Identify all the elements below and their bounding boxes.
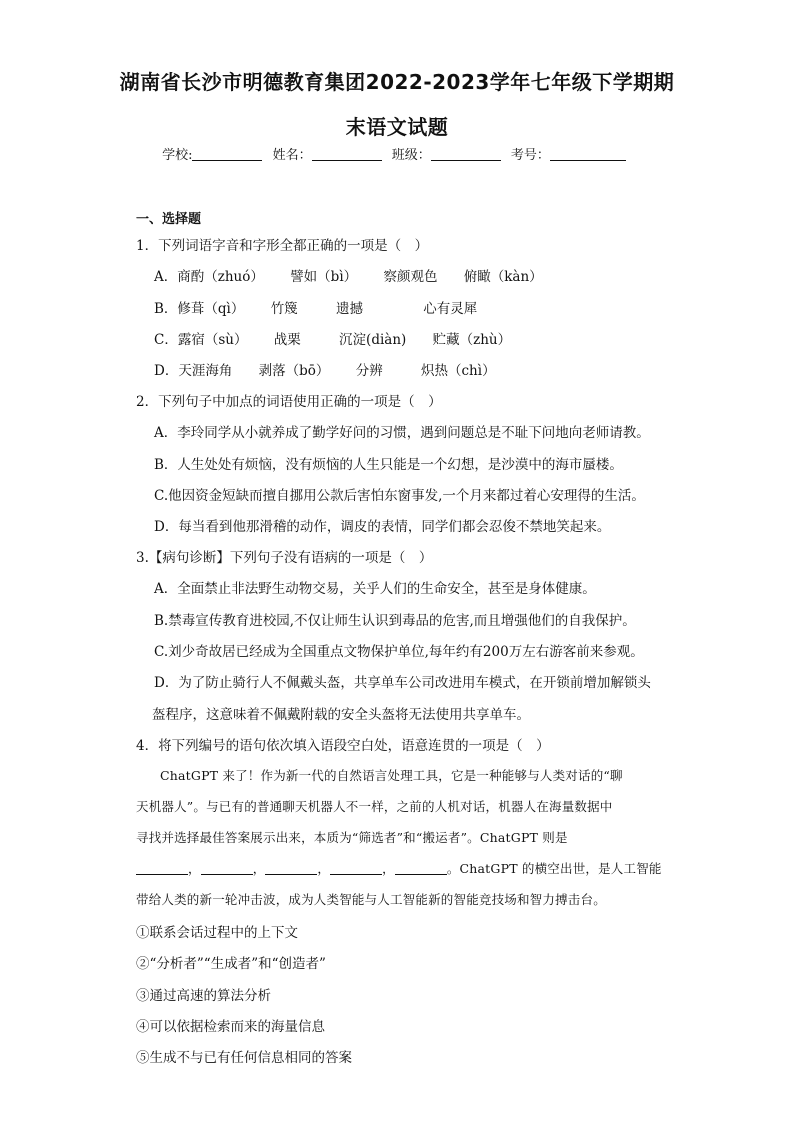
question-1-option-a (154, 265, 543, 285)
separator: ， (188, 861, 201, 876)
school-label: 学校: (162, 148, 193, 163)
question-2-option-c: C.他因资金短缺而擅自挪用公款后害怕东窗事发,一个月来都过着心安理得的生活。 (154, 488, 645, 504)
passage-line: 带给人类的新一轮冲击波，成为人类智能与人工智能新的智能竞技场和智力搏击台。 (136, 892, 606, 907)
question-2-option-d: D．每当看到他那滑稽的动作，调皮的表情，同学们都会忍俊不禁地笑起来。 (154, 519, 611, 535)
fill-blank (395, 862, 447, 875)
question-3-option-d: D．为了防止骑行人不佩戴头盔，共享单车公司改进用车模式，在开锁前增加解锁头 (154, 675, 651, 691)
option-word: 分辨 (355, 363, 383, 379)
question-3-option-d-continued: 盔程序，这意味着不佩戴附载的安全头盔将无法使用共享单车。 (152, 707, 530, 723)
question-2-stem: 2．下列句子中加点的词语使用正确的一项是（ ） (136, 394, 442, 410)
option-word: 贮藏（zhù） (432, 332, 512, 348)
question-1-stem: 1．下列词语字音和字形全都正确的一项是（ ） (136, 238, 429, 254)
option-word: 遗撼 (335, 301, 363, 317)
question-4-stem: 4．将下列编号的语句依次填入语段空白处，语意连贯的一项是（ ） (136, 738, 550, 754)
option-word: A．商酌（zhuó） (154, 269, 264, 285)
school-blank (192, 148, 262, 161)
question-1-option-c (154, 328, 511, 348)
separator: ， (317, 861, 331, 876)
name-label: 姓名： (272, 148, 312, 163)
question-3-option-a: A．全面禁止非法野生动物交易，关乎人们的生命安全，甚至是身体健康。 (154, 581, 596, 597)
fill-blank (330, 862, 382, 875)
option-word: 心有灵犀 (423, 301, 478, 317)
question-2-option-b: B．人生处处有烦恼，没有烦恼的人生只能是一个幻想，是沙漠中的海市蜃楼。 (154, 457, 623, 473)
option-word: 竹篾 (270, 301, 298, 317)
student-info-row (0, 144, 794, 163)
question-1-option-b (154, 297, 477, 317)
option-word: 炽热（chì） (421, 363, 496, 379)
question-1-option-d (154, 359, 496, 379)
separator: ， (252, 861, 266, 876)
question-3-option-c: C.刘少奇故居已经成为全国重点文物保护单位,每年约有200万左右游客前来参观。 (154, 644, 644, 660)
option-word: D．天涯海角 (154, 363, 233, 379)
question-3-option-b: B.禁毒宣传教育进校园,不仅让师生认识到毒品的危害,而且增强他们的自我保护。 (154, 613, 636, 629)
numbered-sentence-4: ④可以依据检索而来的海量信息 (136, 1019, 325, 1035)
question-3-stem: 3.【病句诊断】下列句子没有语病的一项是（ ） (136, 550, 433, 566)
question-2-option-a: A．李玲同学从小就养成了勤学好问的习惯，遇到问题总是不耻下问地向老师请教。 (154, 425, 650, 441)
fill-blank (201, 862, 253, 875)
section-heading: 一、选择题 (136, 212, 202, 227)
numbered-sentence-1: ①联系会话过程中的上下文 (136, 925, 298, 941)
passage-line: ChatGPT 来了！作为新一代的自然语言处理工具，它是一种能够与人类对话的“聊 (160, 768, 623, 783)
numbered-sentence-2: ②“分析者”“生成者”和“创造者” (136, 956, 326, 972)
fill-blank (136, 862, 188, 875)
fill-blank (265, 862, 317, 875)
passage-line: 寻找并选择最佳答案展示出来，本质为“筛选者”和“搬运者”。ChatGPT 则是 (136, 830, 568, 845)
class-blank (431, 148, 501, 161)
option-word: 沉淀(diàn) (339, 332, 407, 348)
option-word: 俯瞰（kàn） (463, 269, 543, 285)
separator: ， (382, 861, 395, 876)
option-word: 察颜观色 (383, 269, 438, 285)
numbered-sentence-5: ⑤生成不与已有任何信息相同的答案 (136, 1050, 352, 1066)
passage-line-end: 。ChatGPT 的横空出世，是人工智能 (446, 861, 662, 876)
passage-line: 天机器人”。与已有的普通聊天机器人不一样，之前的人机对话，机器人在海量数据中 (136, 799, 613, 814)
numbered-sentence-3: ③通过高速的算法分析 (136, 988, 271, 1004)
option-word: C．露宿（sù） (154, 332, 248, 348)
exam-title-line-1: 湖南省长沙市明德教育集团2022-2023学年七年级下学期期 (119, 70, 675, 94)
passage-blanks-line (136, 859, 662, 877)
option-word: 剥落（bō） (258, 363, 330, 379)
option-word: B．修葺（qì） (154, 301, 245, 317)
class-label: 班级： (391, 148, 431, 163)
exam-number-label: 考号： (510, 148, 550, 163)
exam-number-blank (550, 148, 626, 161)
name-blank (312, 148, 382, 161)
exam-title-line-2: 末语文试题 (345, 115, 449, 139)
option-word: 战栗 (273, 332, 301, 348)
option-word: 譬如（bì） (290, 269, 358, 285)
